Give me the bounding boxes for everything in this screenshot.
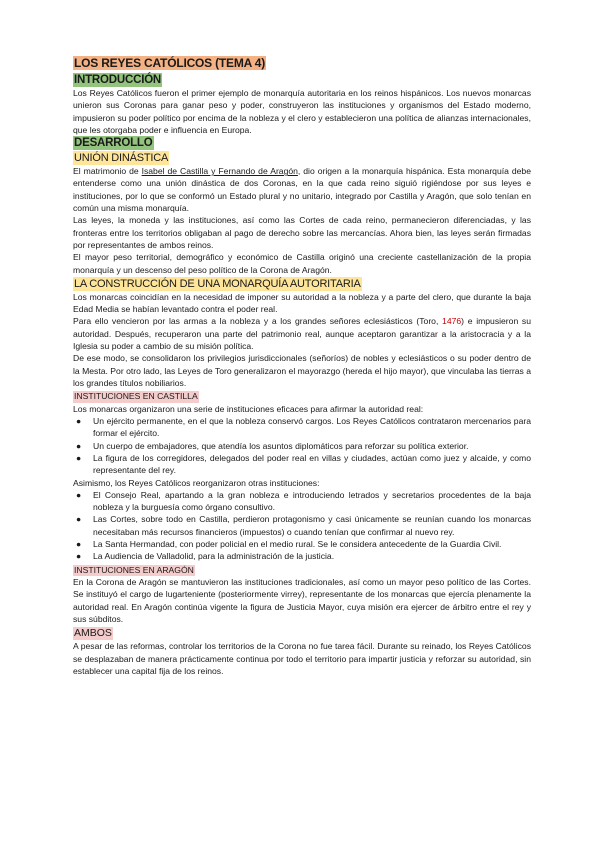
bullet-icon: ● [76,489,82,500]
castilla-intro: Los monarcas organizaron una serie de instituciones eficaces para afirmar la autoridad real: [73,403,424,414]
castilla-list-1 [73,415,531,476]
list-item-text: El Consejo Real, apartando a la gran nobleza e introduciendo letrados y secretarios procedentes de la baja nobleza y la burguesía como órgano consultivo. [93,489,531,513]
list-item-text: La figura de los corregidores, delegados del poder real en villas y ciudades, actúan como juez y alcaide, y como representante del rey. [93,452,531,476]
union-p1-pre: El matrimonio de [73,166,142,177]
list-item [73,415,531,440]
construccion-paragraph-1: Los monarcas coincidían en la necesidad de imponer su autoridad a la nobleza y a parte del clero, que durante la baja Edad Media se habían levantado contra el poder real. [73,291,531,315]
bullet-icon: ● [76,416,82,427]
construccion-p2-pre: Para ello vencieron por las armas a la nobleza y a los grandes señores eclesiásticos (Toro, [73,316,443,327]
list-item [73,513,531,538]
bullet-icon: ● [76,452,82,463]
ambos-heading: AMBOS [74,627,112,640]
construccion-p2-post: ) e impusieron su autoridad. Después, recuperaron una parte del patrimonio real, aunque aceptaron garantizar a la aristocracia y a la Iglesia su poder a cambio de su misión política. [73,316,531,352]
desarrollo-heading: DESARROLLO [74,137,153,150]
document-page [73,56,531,677]
castilla-list-2 [73,489,531,563]
list-item-text: Un cuerpo de embajadores, que atendía los asuntos diplomáticos para reforzar su política exterior. [93,440,469,451]
list-item-text: La Audiencia de Valladolid, para la administración de la justicia. [93,551,335,562]
bullet-icon: ● [76,514,82,525]
list-item [73,440,531,452]
bullet-icon: ● [76,440,82,451]
bullet-icon: ● [76,551,82,562]
document-title: LOS REYES CATÓLICOS (TEMA 4) [74,56,266,70]
union-paragraph-2: Las leyes, la moneda y las instituciones, así como las Cortes de cada reino, permanecieron diferenciadas, y las fronteras entre los territorios obligaban al pago de derecho sobre las mercancías. Ahora bien, las leyes serán firmadas por representantes de ambos reinos. [73,215,531,250]
union-paragraph-3: El mayor peso territorial, demográfico y económico de Castilla originó una creciente castellanización de la propia monarquía y un descenso del peso político de la Corona de Aragón. [73,252,531,275]
list-item [73,538,531,550]
castilla-intro-2: Asimismo, los Reyes Católicos reorganizaron otras instituciones: [73,477,320,488]
intro-heading: INTRODUCCIÓN [74,74,162,86]
union-p1-underlined: Isabel de Castilla y Fernando de Aragón [141,166,298,177]
aragon-heading: INSTITUCIONES EN ARAGÓN [74,564,194,575]
list-item [73,452,531,477]
bullet-icon: ● [76,539,82,549]
list-item [73,550,531,562]
aragon-paragraph: En la Corona de Aragón se mantuvieron las instituciones tradicionales, así como un mayor peso político de las Cortes. Se instituyó el cargo de lugarteniente (posteriormente virrey), representante de los monarcas que ejercía plenamente la autoridad real. En Aragón continúa vigente la figura de Justicia Mayor, cuya misión era ejercer de árbitro entre el rey y sus súbditos. [73,577,531,624]
construccion-heading: LA CONSTRUCCIÓN DE UNA MONARQUÍA AUTORITARIA [74,277,361,290]
construccion-year: 1476 [442,316,462,327]
union-p1-post: , dio origen a la monarquía hispánica. Esta monarquía debe entenderse como una unión dinástica de dos Coronas, en la que cada reino siguió rigiéndose por sus leyes e instituciones, por lo que se conformó un Estado plural y no unitario, integrado por Castilla y Aragón, que solo tenían en común una misma monarquía. [73,166,531,214]
union-heading: UNIÓN DINÁSTICA [74,152,169,165]
list-item-text: La Santa Hermandad, con poder policial en el medio rural. Se le considera antecedente de la Guardia Civil. [93,539,502,549]
list-item-text: Un ejército permanente, en el que la nobleza conservó cargos. Los Reyes Católicos contrataron mercenarios para formar el ejército. [93,416,531,439]
union-paragraph-1 [73,165,531,214]
ambos-paragraph: A pesar de las reformas, controlar los territorios de la Corona no fue tarea fácil. Durante su reinado, los Reyes Católicos se desplazaban de manera prácticamente continua por todo el territorio para impartir justicia y reforzar su autoridad, sin establecer una capital fija de los reinos. [73,641,531,676]
castilla-heading: INSTITUCIONES EN CASTILLA [74,391,198,402]
intro-paragraph: Los Reyes Católicos fueron el primer ejemplo de monarquía autoritaria en los reinos hispánicos. Los nuevos monarcas unieron sus Coronas para ganar peso y poder, construyeron las instituciones y organismos del Estado moderno, impusieron su poder político por encima de la nobleza y el clero y establecieron una política de alianzas internacionales, que les otorgaba poder e influencia en Europa. [73,88,531,135]
construccion-paragraph-2 [73,315,531,352]
construccion-paragraph-3: De ese modo, se consolidaron los privilegios jurisdiccionales (señoríos) de nobles y eclesiásticos o su poder dentro de la Mesta. Por otro lado, las Leyes de Toro generalizaron el mayorazgo (hereda el hijo mayor), que vinculaba las tierras a los grandes títulos nobiliarios. [73,353,531,388]
list-item-text: Las Cortes, sobre todo en Castilla, perdieron protagonismo y casi únicamente se reunían cuando los monarcas necesitaban más recursos financieros (impuestos) o cuando tenían que confirmar al nuevo rey. [93,514,531,537]
list-item [73,489,531,514]
